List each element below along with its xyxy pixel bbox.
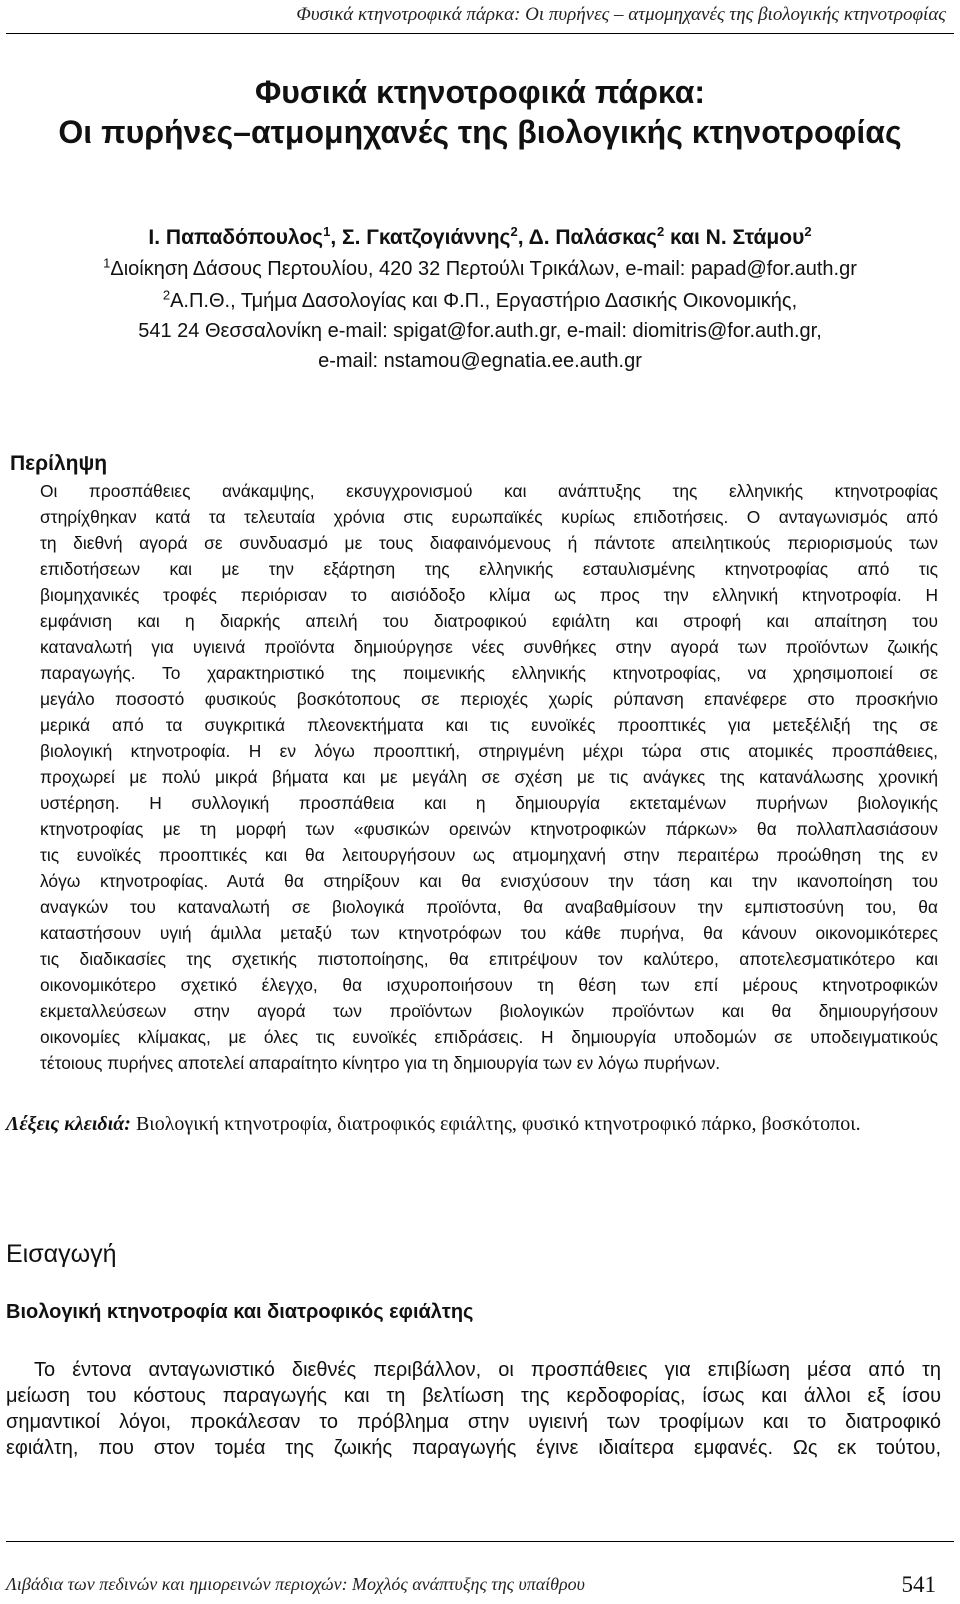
text-line: βιομηχανικές τροφές περιόρισαν το αισιόδοξο κλίμα ως προς την ελληνική κτηνοτροφία. Η bbox=[40, 585, 938, 605]
affiliation-2-line-2: 541 24 Θεσσαλονίκη e-mail: spigat@for.auth.gr, e-mail: diomitris@for.auth.gr, bbox=[138, 320, 822, 342]
affiliation-mark: 1 bbox=[103, 255, 111, 271]
section-heading: Εισαγωγή bbox=[6, 1240, 117, 1268]
running-footer: Λιβάδια των πεδινών και ημιορεινών περιοχών: Μοχλός ανάπτυξης της υπαίθρου bbox=[6, 1574, 585, 1594]
text-line: οικονομίες κλίμακας, με όλες τις ευνοϊκές επιδράσεις. Η δημιουργία υποδομών σε υποδειγματικούς bbox=[40, 1027, 938, 1047]
keywords-label: Λέξεις κλειδιά: bbox=[6, 1113, 131, 1135]
author-conjunction: και bbox=[664, 226, 706, 249]
header-divider bbox=[6, 33, 954, 34]
author-separator: , bbox=[330, 226, 343, 249]
text-line: Οι προσπάθειες ανάκαμψης, εκσυγχρονισμού και ανάπτυξης της ελληνικής κτηνοτροφίας bbox=[40, 481, 938, 501]
text-line: οικονομικότερο σχετικό έλεγχο, θα ισχυροποιήσουν τη θέση των επί μέρους κτηνοτροφικών bbox=[40, 975, 938, 995]
author-name: Ι. Παπαδόπουλος bbox=[148, 226, 324, 249]
affiliation-1 bbox=[0, 255, 960, 281]
text-line: υστέρηση. Η συλλογική προσπάθεια και η δημιουργία εκτεταμένων πυρήνων βιολογικής bbox=[40, 793, 938, 813]
text-line: βιολογική κτηνοτροφία. Η εν λόγω προοπτική, στηριγμένη μέχρι τώρα στις ατομικές προσπάθειες, bbox=[40, 741, 938, 761]
running-header: Φυσικά κτηνοτροφικά πάρκα: Οι πυρήνες – ατμομηχανές της βιολογικής κτηνοτροφίας bbox=[296, 4, 946, 25]
affiliation-mark: 2 bbox=[162, 287, 171, 303]
text-line: τη διεθνή αγορά σε συνδυασμό με τους διαφαινόμενους ή πάντοτε απειλητικούς περιορισμούς των bbox=[40, 533, 938, 553]
text-line: καταναλωτή για υγιεινά προϊόντα δημιούργησε νέες συνθήκες στην αγορά των προϊόντων ζωικής bbox=[40, 637, 938, 657]
keywords bbox=[6, 1111, 924, 1138]
text-line: εμφάνιση και η διαρκής απειλή του διατροφικού εφιάλτη και στροφή και απαίτηση του bbox=[40, 611, 938, 631]
author-affiliation-mark: 2 bbox=[510, 224, 518, 239]
text-line: Το έντονα ανταγωνιστικό διεθνές περιβάλλον, οι προσπάθειες για επιβίωση μέσα από τη bbox=[34, 1359, 941, 1381]
author-name: Σ. Γκατζογιάννης bbox=[342, 226, 511, 249]
text-line: σημαντικοί λόγοι, προκάλεσαν το πρόβλημα στην υγιεινή των τροφίμων και το διατροφικό bbox=[6, 1411, 941, 1433]
subsection-heading: Βιολογική κτηνοτροφία και διατροφικός εφιάλτης bbox=[6, 1301, 474, 1323]
text-line: προχωρεί με πολύ μικρά βήματα και με μεγάλη σε σχέση με τις ανάγκες της κατανάλωσης χρονική bbox=[40, 767, 938, 787]
text-line: τις διαδικασίες της σχετικής πιστοποίησης, θα επιτρέψουν τον καλύτερο, αποτελεσματικότερο και bbox=[40, 949, 938, 969]
keywords-text: Βιολογική κτηνοτροφία, διατροφικός εφιάλτης, φυσικό κτηνοτροφικό πάρκο, βοσκότοποι. bbox=[130, 1113, 861, 1135]
text-line: τις ευνοϊκές προοπτικές και θα λειτουργήσουν ως ατμομηχανή στην περαιτέρω προώθηση της εν bbox=[40, 845, 938, 865]
text-line: λόγω κτηνοτροφίας. Αυτά θα στηρίξουν και θα ενισχύσουν την τάση και την ικανοποίηση του bbox=[40, 871, 938, 891]
abstract-body bbox=[40, 478, 938, 1076]
affiliation-2 bbox=[0, 287, 960, 313]
title-line-2: Οι πυρήνες–ατμομηχανές της βιολογικής κτηνοτροφίας bbox=[58, 114, 902, 150]
affiliation-text: Διοίκηση Δάσους Περτουλίου, 420 32 Περτούλι Τρικάλων, e-mail: papad@for.auth.gr bbox=[110, 258, 857, 280]
text-line: μεγάλο ποσοστό φυσικούς βοσκότοπους σε περιοχές χωρίς ρύπανση επανέφερε στο προσκήνιο bbox=[40, 689, 938, 709]
author-separator: , bbox=[517, 226, 529, 249]
text-line: εφιάλτη, που στον τομέα της ζωικής παραγωγής έγινε ιδιαίτερα εμφανές. Ως εκ τούτου, bbox=[6, 1437, 941, 1459]
author-name: Δ. Παλάσκας bbox=[528, 226, 657, 249]
author-affiliation-mark: 1 bbox=[323, 224, 331, 239]
abstract-heading: Περίληψη bbox=[10, 452, 108, 475]
text-line: επιδοτήσεων και με την εξάρτηση της ελληνικής εσταυλισμένης κτηνοτροφίας από τις bbox=[40, 559, 938, 579]
text-line: παραγωγής. Το χαρακτηριστικό της ποιμενικής ελληνικής κτηνοτροφίας, να χρησιμοποιεί σε bbox=[40, 663, 938, 683]
text-line: καταστήσουν υγιή άμιλλα μεταξύ των κτηνοτρόφων του κάθε πυρήνα, θα κάνουν οικονομικότερες bbox=[40, 923, 938, 943]
author-affiliation-mark: 2 bbox=[656, 224, 665, 239]
title-line-1: Φυσικά κτηνοτροφικά πάρκα: bbox=[254, 74, 706, 110]
text-line: μερικά από τα συγκριτικά πλεονεκτήματα και τις ευνοϊκές προοπτικές για μετεξέλιξή της σε bbox=[40, 715, 938, 735]
text-line: αναγκών του καταναλωτή σε βιολογικά προϊόντα, θα αναβαθμίσουν την εμπιστοσύνη του, θα bbox=[40, 897, 938, 917]
text-line: κτηνοτροφίας με τη μορφή των «φυσικών ορεινών κτηνοτροφικών πάρκων» θα πολλαπλασιάσουν bbox=[40, 819, 938, 839]
section-body bbox=[6, 1357, 941, 1461]
text-line: τέτοιους πυρήνες αποτελεί απαραίτητο κίνητρο για τη δημιουργία των εν λόγω πυρήνων. bbox=[40, 1053, 721, 1073]
affiliation-text: Α.Π.Θ., Τμήμα Δασολογίας και Φ.Π., Εργαστήριο Δασικής Οικονομικής, bbox=[170, 290, 798, 312]
author-name: Ν. Στάμου bbox=[705, 226, 805, 249]
text-line: μείωση του κόστους παραγωγής και τη βελτίωση της κερδοφορίας, ίσως και άλλοι εξ ίσου bbox=[6, 1385, 941, 1407]
author-list bbox=[0, 226, 960, 250]
affiliation-2-line-3: e-mail: nstamou@egnatia.ee.auth.gr bbox=[318, 350, 642, 372]
page-number: 541 bbox=[901, 1572, 936, 1597]
author-affiliation-mark: 2 bbox=[804, 224, 812, 239]
text-line: εκμεταλλεύσεων στην αγορά των προϊόντων βιολογικών προϊόντων και θα δημιουργήσουν bbox=[40, 1001, 938, 1021]
paper-title bbox=[0, 72, 960, 152]
text-line: στηρίχθηκαν κατά τα τελευταία χρόνια στις ευρωπαϊκές κυρίως επιδοτήσεις. Ο ανταγωνισμός από bbox=[40, 507, 938, 527]
footer-divider bbox=[6, 1541, 954, 1542]
